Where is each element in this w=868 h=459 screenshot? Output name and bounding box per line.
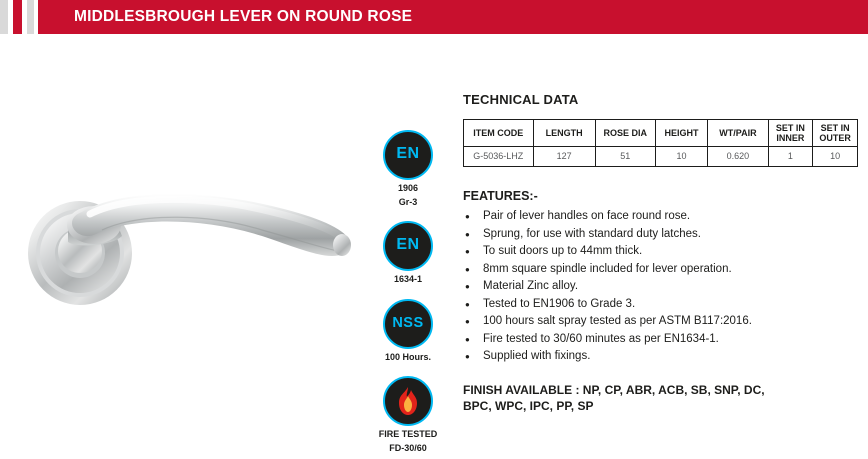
set-in-inner-line2: INNER	[776, 133, 805, 143]
en-1906-caption-line2: Gr-3	[398, 196, 418, 207]
finish-available-text: FINISH AVAILABLE : NP, CP, ABR, ACB, SB, SNP, DC, BPC, WPC, IPC, PP, SP	[463, 382, 765, 413]
en-1634-icon	[383, 221, 433, 271]
cell-wt-pair: 0.620	[708, 147, 768, 167]
list-item: ● 8mm square spindle included for lever operation.	[463, 261, 858, 279]
badge-en-1906	[368, 130, 448, 207]
cell-set-in-outer: 10	[813, 147, 858, 167]
set-in-outer-line2: OUTER	[819, 133, 851, 143]
table-row	[464, 147, 858, 167]
badge-nss	[368, 299, 448, 363]
stripe-3	[13, 0, 22, 34]
en-1634-circle-text: EN	[396, 236, 420, 253]
features-list	[463, 208, 858, 366]
header-stripe-decoration	[0, 0, 56, 34]
column-header-wt-pair: WT/PAIR	[708, 120, 768, 147]
technical-data-table	[463, 119, 858, 167]
table-header-row	[464, 120, 858, 147]
column-header-length: LENGTH	[533, 120, 595, 147]
nss-caption-line1: 100 Hours.	[384, 351, 432, 362]
stripe-5	[27, 0, 34, 34]
badge-en-1634	[368, 221, 448, 285]
en-1906-caption-line1: 1906	[397, 183, 419, 193]
cell-item-code: G-5036-LHZ	[464, 147, 534, 167]
cell-height: 10	[655, 147, 708, 167]
list-item: ● 100 hours salt spray tested as per ASTM B117:2016.	[463, 313, 858, 331]
nss-circle-text: NSS	[392, 314, 424, 331]
list-item: ● Tested to EN1906 to Grade 3.	[463, 296, 858, 314]
column-header-item-code: ITEM CODE	[464, 120, 534, 147]
list-item: ● Pair of lever handles on face round rose.	[463, 208, 858, 226]
cell-set-in-inner: 1	[768, 147, 813, 167]
en-1906-circle-text: EN	[396, 145, 420, 162]
stripe-1	[0, 0, 8, 34]
technical-data-title: TECHNICAL DATA	[463, 92, 579, 107]
badge-spacer-3	[368, 368, 448, 376]
list-item: ● To suit doors up to 44mm thick.	[463, 243, 858, 261]
column-header-rose-dia: ROSE DIA	[595, 120, 655, 147]
features-title: FEATURES:-	[463, 189, 538, 203]
page-title: MIDDLESBROUGH LEVER ON ROUND ROSE	[74, 8, 413, 25]
badge-spacer-1	[368, 213, 448, 221]
product-image	[10, 150, 360, 340]
en-1634-caption-line1: 1634-1	[393, 274, 423, 284]
list-item: ● Material Zinc alloy.	[463, 278, 858, 296]
list-item: ● Supplied with fixings.	[463, 348, 858, 366]
nss-icon	[383, 299, 433, 349]
column-header-set-in-inner	[768, 120, 813, 147]
fire-tested-caption-line2: FD-30/60	[389, 442, 427, 453]
en-1906-icon	[383, 130, 433, 180]
list-item: ● Sprung, for use with standard duty latches.	[463, 226, 858, 244]
badge-fire-tested	[368, 376, 448, 453]
details-column	[463, 92, 858, 414]
set-in-inner-line1: SET IN	[775, 123, 805, 133]
column-header-height: HEIGHT	[655, 120, 708, 147]
flame-icon	[395, 386, 421, 416]
lever-handle-illustration	[10, 150, 360, 340]
table-head	[464, 120, 858, 147]
badge-spacer-2	[368, 291, 448, 299]
set-in-outer-line1: SET IN	[820, 123, 850, 133]
certification-badges	[368, 130, 448, 459]
stripe-7	[38, 0, 56, 34]
fire-tested-caption-line1: FIRE TESTED	[378, 429, 438, 439]
list-item: ● Fire tested to 30/60 minutes as per EN1634-1.	[463, 331, 858, 349]
cell-length: 127	[533, 147, 595, 167]
fire-tested-icon	[383, 376, 433, 426]
table-body	[464, 147, 858, 167]
page-header	[0, 0, 868, 34]
column-header-set-in-outer	[813, 120, 858, 147]
cell-rose-dia: 51	[595, 147, 655, 167]
